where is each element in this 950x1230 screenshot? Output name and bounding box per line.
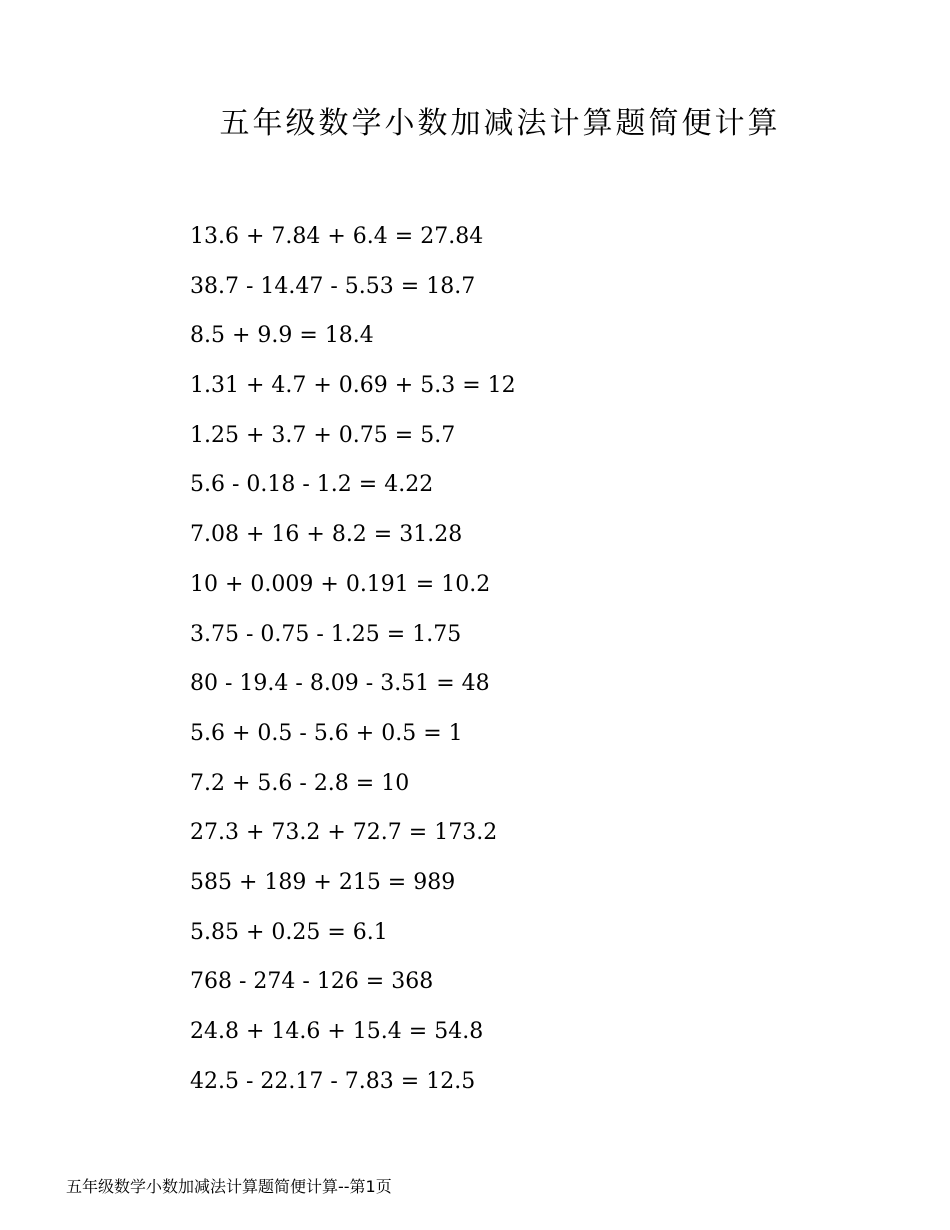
problem-item: 1.25 + 3.7 + 0.75 = 5.7: [190, 422, 456, 448]
problem-item: 5.6 + 0.5 - 5.6 + 0.5 = 1: [190, 720, 463, 746]
problem-item: 80 - 19.4 - 8.09 - 3.51 = 48: [190, 671, 490, 697]
problem-item: 3.75 - 0.75 - 1.25 = 1.75: [190, 621, 462, 647]
page-title: 五年级数学小数加减法计算题简便计算: [219, 106, 781, 141]
problem-item: 10 + 0.009 + 0.191 = 10.2: [190, 571, 491, 597]
problem-item: 7.08 + 16 + 8.2 = 31.28: [190, 522, 463, 548]
problem-item: 8.5 + 9.9 = 18.4: [190, 323, 374, 349]
problem-item: 38.7 - 14.47 - 5.53 = 18.7: [190, 273, 476, 299]
problem-item: 42.5 - 22.17 - 7.83 = 12.5: [190, 1068, 476, 1094]
problem-item: 24.8 + 14.6 + 15.4 = 54.8: [190, 1019, 484, 1044]
page-footer: 五年级数学小数加减法计算题简便计算--第1页: [66, 1177, 392, 1196]
problem-item: 27.3 + 73.2 + 72.7 = 173.2: [190, 820, 498, 846]
problem-item: 5.6 - 0.18 - 1.2 = 4.22: [190, 472, 434, 498]
problem-item: 7.2 + 5.6 - 2.8 = 10: [190, 770, 410, 796]
problem-item: 1.31 + 4.7 + 0.69 + 5.3 = 12: [190, 373, 516, 399]
problem-item: 585 + 189 + 215 = 989: [190, 869, 456, 895]
problem-item: 5.85 + 0.25 = 6.1: [190, 919, 388, 945]
problem-list: [190, 212, 516, 1106]
problem-item: 768 - 274 - 126 = 368: [190, 969, 434, 995]
problem-item: 13.6 + 7.84 + 6.4 = 27.84: [190, 224, 484, 249]
